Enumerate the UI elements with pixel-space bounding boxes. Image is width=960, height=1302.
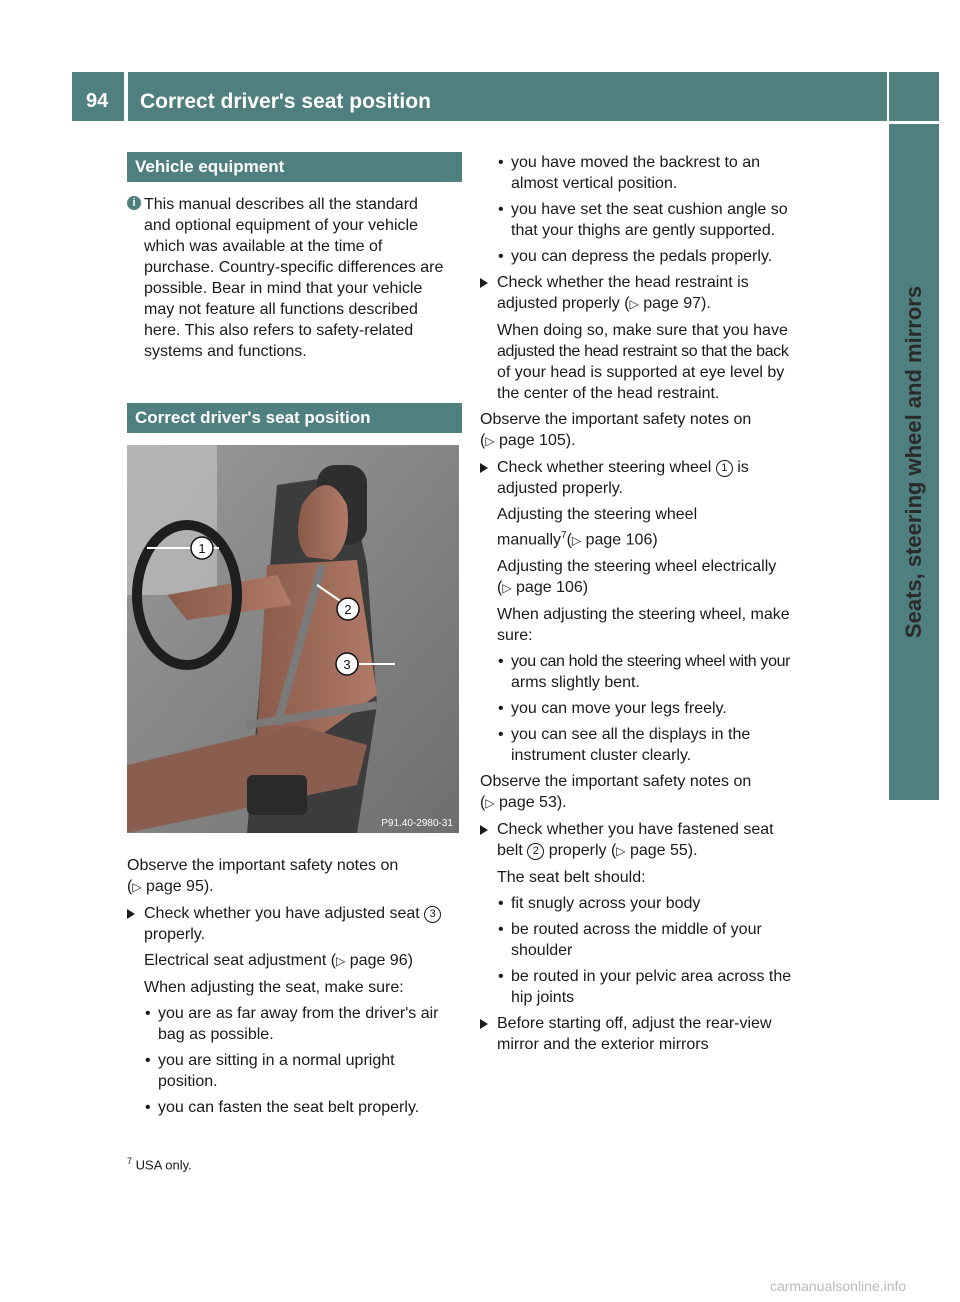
bullet-icon: •: [498, 968, 504, 986]
info-line: purchase. Country-specific differences are: [144, 259, 444, 276]
page-header: [128, 72, 887, 121]
step-item: Before starting off, adjust the rear-view mirror and the exterior mirrors: [480, 1013, 820, 1055]
page-ref[interactable]: manually$^7$(▷ page 106): [497, 530, 658, 549]
step-item: Check whether steering wheel 1 is adjusted properly.: [480, 457, 820, 499]
info-line: may not feature all functions described: [144, 301, 418, 318]
page-number: 94: [86, 90, 109, 112]
arrow-icon: [127, 909, 135, 919]
bullet-icon: •: [498, 154, 504, 171]
page-ref[interactable]: Electrical seat adjustment (▷ page 96): [144, 952, 413, 969]
right-column: [480, 152, 820, 1055]
callout-2: 2: [344, 602, 352, 617]
step-text: Check whether the head restraint is: [497, 274, 749, 291]
arrow-icon: [480, 1019, 488, 1029]
seat-position-figure: [127, 445, 459, 833]
footnote: $^7$ USA only.: [127, 1156, 192, 1173]
section-heading-seat-position: Correct driver's seat position: [127, 403, 462, 433]
bullet-item: • you are as far away from the driver's air bag as possible.: [145, 1005, 439, 1043]
step-text: Check whether you have adjusted seat: [144, 905, 420, 922]
left-column: [127, 152, 462, 1118]
info-line: which was available at the time of: [144, 238, 383, 255]
callout-2-icon: 2: [527, 843, 544, 860]
info-line: here. This also refers to safety-related: [144, 322, 414, 339]
step-item: [127, 903, 462, 945]
callout-1-icon: 1: [716, 460, 733, 477]
arrow-icon: [480, 825, 488, 835]
arrow-icon: [480, 463, 488, 473]
page-title: Correct driver's seat position: [140, 90, 431, 113]
subheading: When adjusting the seat, make sure:: [144, 979, 404, 996]
bullet-icon: •: [498, 653, 504, 671]
bullet-item: • you can hold the steering wheel with your arms slightly bent.: [498, 653, 791, 692]
bullet-icon: •: [145, 1005, 151, 1022]
step-text: properly.: [144, 926, 206, 943]
subheading: The seat belt should:: [497, 869, 646, 887]
callout-3-icon: 3: [424, 906, 441, 923]
callout-3: 3: [343, 657, 351, 672]
side-tab-top: [889, 72, 939, 121]
watermark: carmanualsonline.info: [770, 1278, 907, 1294]
figure-code: P91.40-2980-31: [381, 818, 453, 829]
bullet-item: • you have moved the backrest to an almost vertical position.: [498, 154, 761, 192]
bullet-icon: •: [498, 921, 504, 939]
safety-note: Observe the important safety notes on: [480, 411, 752, 428]
bullet-item: • be routed in your pelvic area across the hip joints: [498, 968, 792, 1007]
bullet-item: • fit snugly across your body: [498, 895, 701, 913]
bullet-item: • be routed across the middle of your shoulder: [498, 921, 762, 960]
bullet-item: • you can see all the displays in the instrument cluster clearly.: [498, 726, 751, 765]
bullet-item: • you can fasten the seat belt properly.: [145, 1099, 420, 1116]
bullet-icon: •: [145, 1052, 151, 1069]
section-heading-vehicle-equipment: Vehicle equipment: [127, 152, 462, 182]
safety-note: Observe the important safety notes on: [480, 773, 752, 791]
bullet-icon: •: [498, 201, 504, 218]
bullet-item: • you have set the seat cushion angle so that your thighs are gently supported.: [498, 201, 788, 239]
bullet-icon: •: [498, 726, 504, 744]
chapter-tab: [889, 124, 939, 800]
page-number-box: [72, 72, 124, 121]
note-text: When doing so, make sure that you have adjusted the head restraint so that the back of your head is supported at eye level by the center of the head restraint.: [497, 322, 789, 402]
info-line: and optional equipment of your vehicle: [144, 217, 418, 234]
chapter-title: Seats, steering wheel and mirrors: [901, 285, 926, 639]
subheading: When adjusting the steering wheel, make sure:: [497, 606, 790, 645]
safety-note: Observe the important safety notes on: [127, 857, 399, 874]
step-item: [480, 272, 820, 315]
bullet-icon: •: [145, 1099, 151, 1116]
info-note: [127, 194, 462, 362]
page-ref[interactable]: adjusted properly (▷ page 97).: [497, 295, 711, 312]
driver-illustration: [127, 445, 459, 833]
info-line: This manual describes all the standard: [144, 196, 418, 213]
info-line: possible. Bear in mind that your vehicle: [144, 280, 423, 297]
note-text: Adjusting the steering wheel manually$^7$(▷ page 106): [480, 504, 820, 551]
bullet-icon: •: [498, 895, 504, 913]
callout-1: 1: [198, 541, 206, 556]
page-ref[interactable]: (▷ page 95).: [127, 878, 214, 895]
bullet-item: • you can move your legs freely.: [498, 700, 727, 718]
bullet-icon: •: [498, 700, 504, 718]
info-line: systems and functions.: [144, 343, 307, 360]
bullet-item: • you are sitting in a normal upright position.: [145, 1052, 395, 1090]
page-ref[interactable]: (▷ page 105).: [480, 432, 576, 449]
bullet-icon: •: [498, 248, 504, 265]
arrow-icon: [480, 278, 488, 288]
page-ref[interactable]: (▷ page 53).: [480, 794, 567, 812]
note-text: Adjusting the steering wheel electrically (▷ page 106): [480, 556, 820, 599]
info-icon: i: [127, 196, 141, 210]
page-ref[interactable]: (▷ page 106): [497, 579, 589, 597]
page-ref-text: page 95).: [146, 878, 214, 895]
bullet-item: • you can depress the pedals properly.: [498, 248, 773, 265]
step-item: Check whether you have fastened seat belt 2 properly (▷ page 55).: [480, 819, 820, 862]
